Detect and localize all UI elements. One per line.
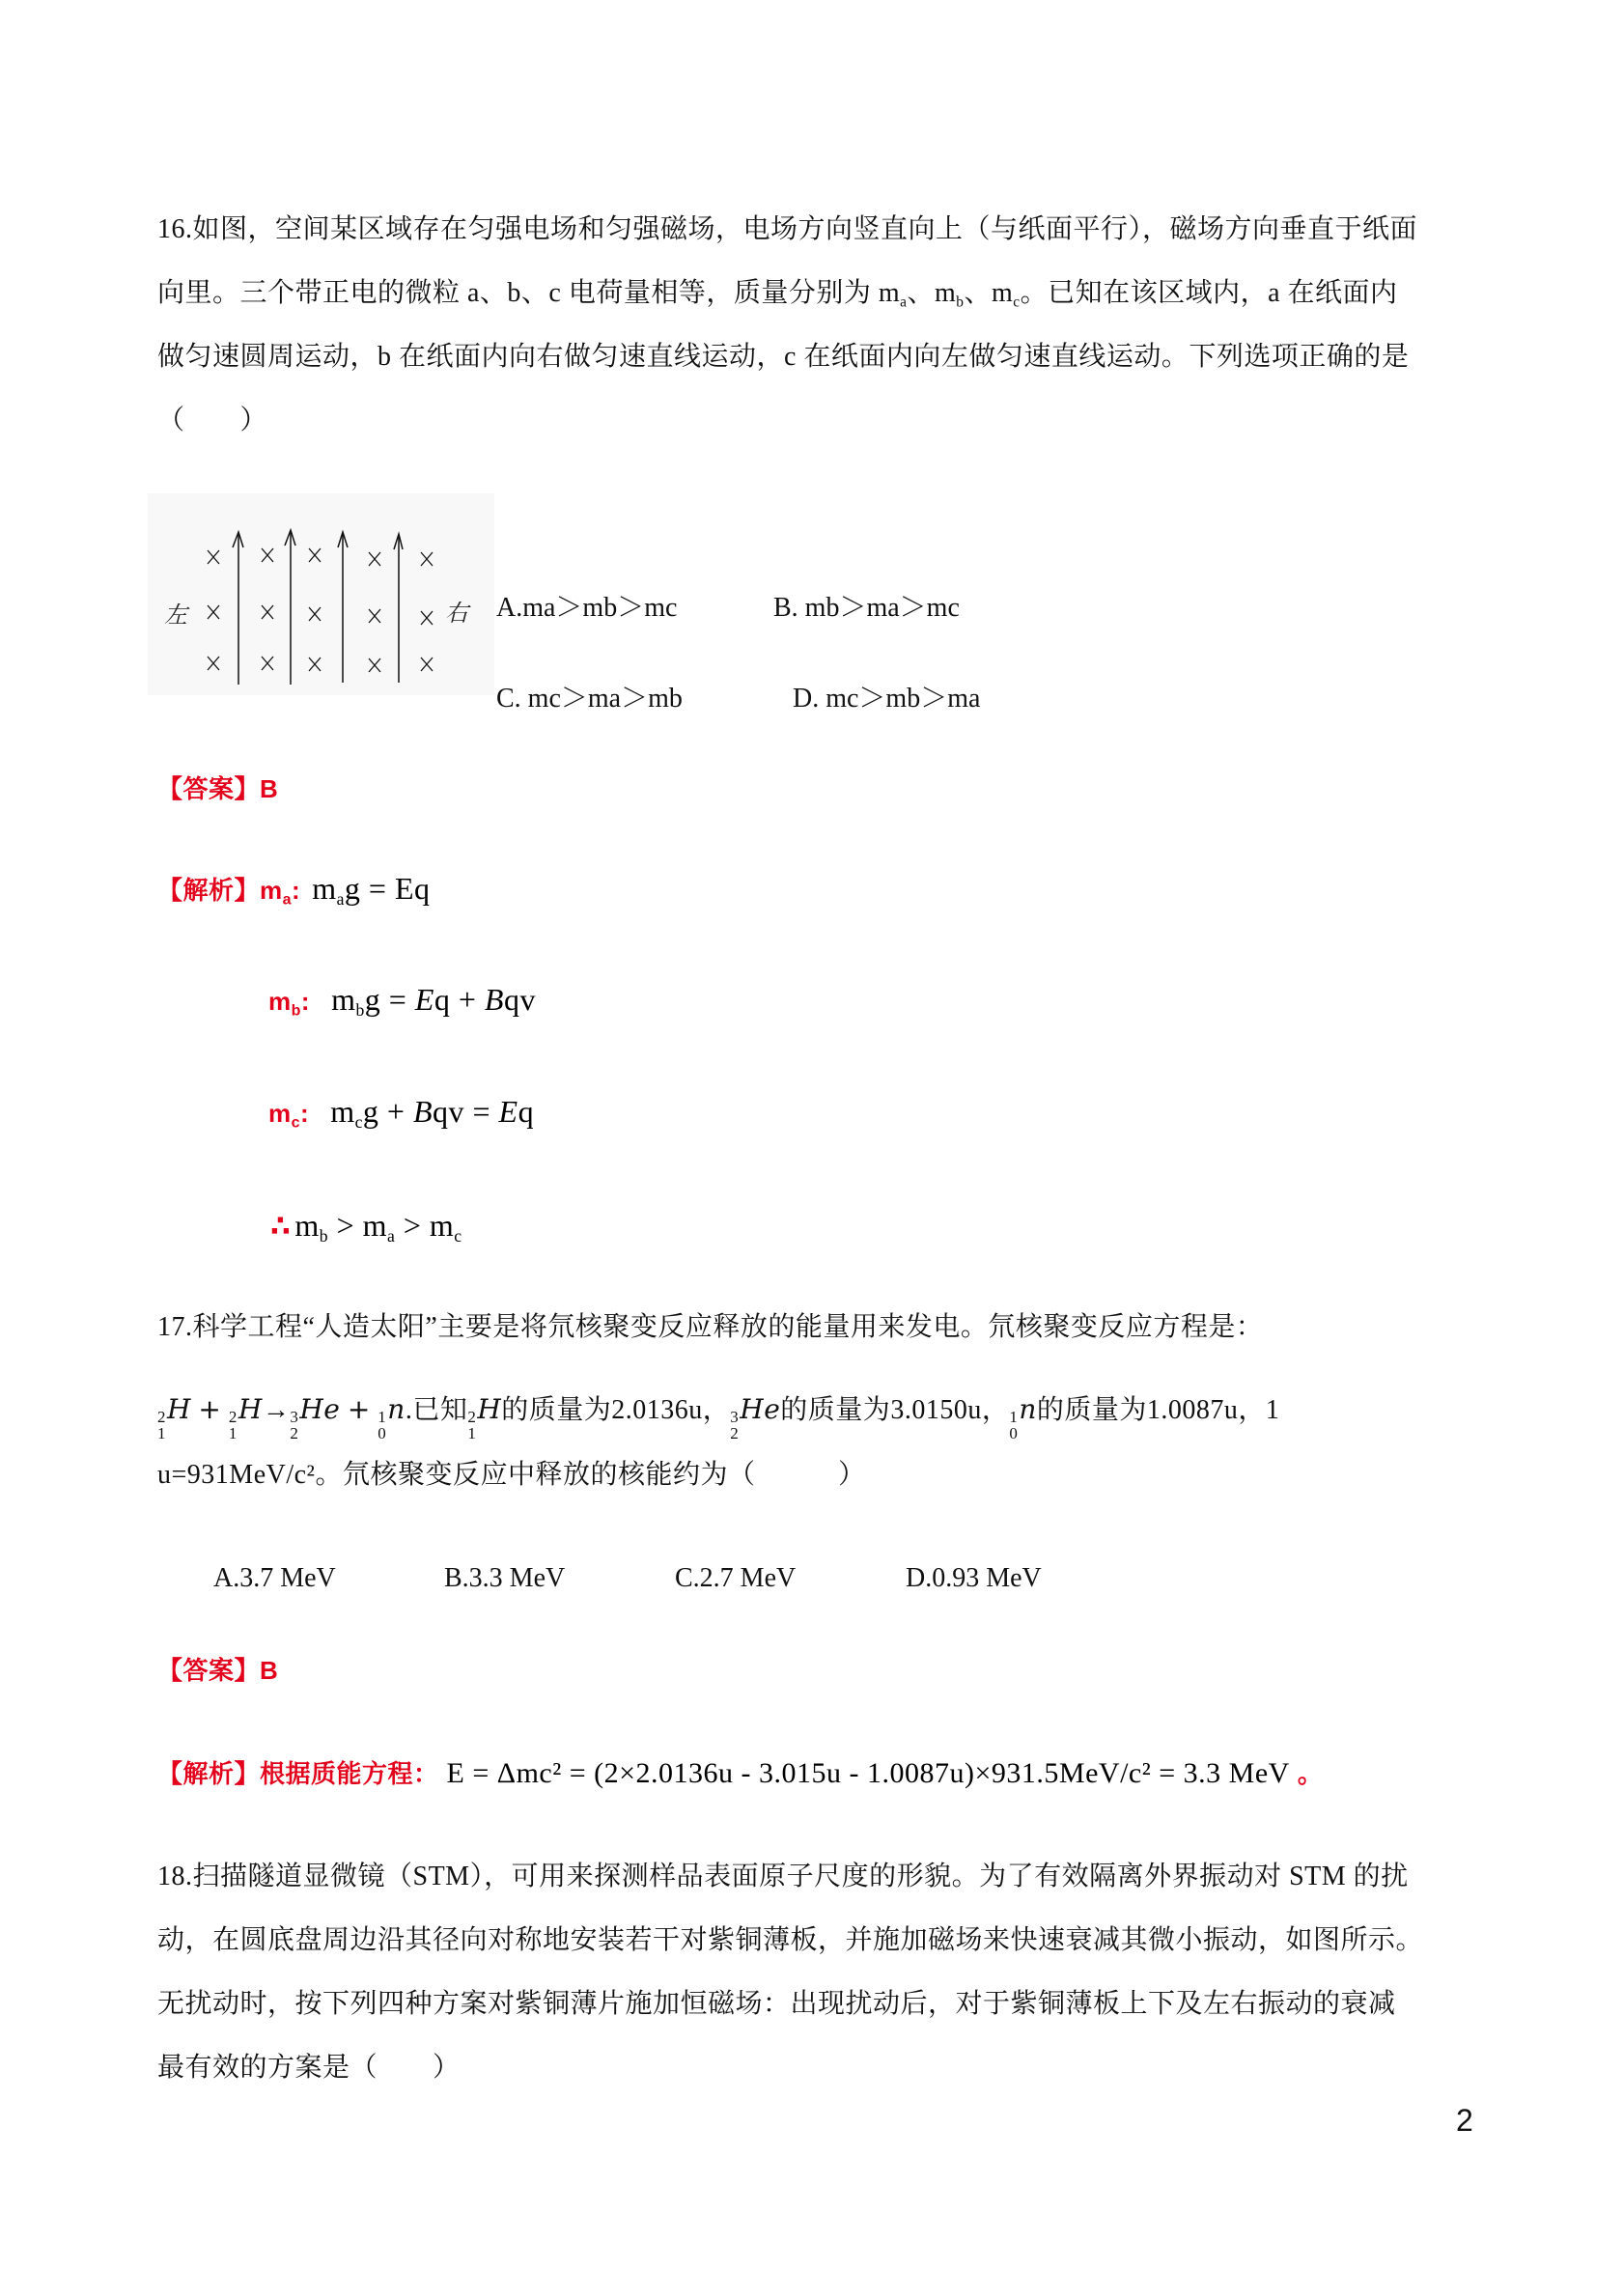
equation-a: $m_ag = Eq$	[312, 871, 431, 910]
arrow-up-icon	[394, 534, 403, 683]
analysis-end: 。	[1297, 1759, 1324, 1788]
figure-label-right: 右	[445, 602, 468, 627]
q17-stem-line-2	[157, 1393, 1279, 1442]
q17-analysis	[157, 1757, 1323, 1791]
analysis-label-sub: a	[282, 891, 293, 909]
mass-helium3: 3.0150u，	[890, 1395, 1010, 1425]
isotope-h2: 2 1 H	[157, 1393, 191, 1442]
q16-stem-line-1: 16.如图，空间某区域存在匀强电场和匀强磁场，电场方向竖直向上（与纸面平行），磁场方向垂直于纸面	[157, 214, 1418, 244]
reaction-arrow-icon: →	[262, 1395, 291, 1425]
q18-stem-line-4: 最有效的方案是（ ）	[157, 2053, 461, 2083]
q17-mass-is-text: 的质量为	[501, 1395, 612, 1425]
q16-option-c[interactable]: C. mc＞ma＞mb	[496, 684, 683, 714]
isotope-n1: 1 0 n	[1009, 1393, 1037, 1442]
q16-analysis-row-c	[268, 1095, 534, 1140]
q18-stem-line-1: 18.扫描隧道显微镜（STM），可用来探测样品表面原子尺度的形貌。为了有效隔离外界振动对 STM 的扰	[157, 1862, 1409, 1891]
q16-answer	[157, 772, 278, 805]
q17-option-c[interactable]: C.2.7 MeV	[675, 1563, 797, 1593]
analysis-label: m	[268, 987, 292, 1016]
q17-mass-is-text: 的质量为	[780, 1395, 891, 1425]
q16-analysis-row-b	[268, 983, 536, 1028]
q16-option-a[interactable]: A.ma＞mb＞mc	[496, 593, 678, 623]
q16-stem-line-2	[157, 277, 1398, 319]
equation-b: $m_bg = Eq$ + Bqv	[331, 982, 536, 1021]
q16-analysis-row-a	[157, 872, 431, 917]
mass-neutron: 1.0087u，1	[1146, 1395, 1280, 1425]
analysis-label: m	[260, 876, 283, 905]
analysis-tag: 【解析】	[157, 1759, 261, 1788]
q17-option-b[interactable]: B.3.3 MeV	[444, 1563, 566, 1593]
q17-known-text: .已知	[405, 1395, 468, 1425]
analysis-label-colon: :	[292, 876, 301, 905]
q16-mass-a-sub: a	[900, 294, 908, 311]
q17-option-d[interactable]: D.0.93 MeV	[906, 1563, 1042, 1593]
arrow-up-icon	[233, 532, 243, 685]
isotope-he3: 3 2 He	[290, 1393, 341, 1442]
answer-tag: 【答案】	[157, 1656, 261, 1685]
equation-c: $m_cg$ + Bqv = Eq	[330, 1094, 535, 1133]
isotope-h2: 2 1 H	[467, 1393, 502, 1442]
q17-stem-line-1: 17.科学工程“人造太阳”主要是将氘核聚变反应释放的能量用来发电。氘核聚变反应方程是：	[157, 1312, 1264, 1342]
figure-label-left: 左	[164, 603, 187, 629]
field-diagram-svg	[148, 493, 494, 695]
isotope-he3: 3 2 He	[730, 1393, 781, 1442]
therefore-icon: ∴	[270, 1211, 292, 1243]
analysis-label-sub: b	[291, 1002, 301, 1020]
mass-energy-formula: E = Δmc² = (2×2.0136u - 3.015u - 1.0087u)×931.5MeV/c² = 3.3 MeV	[446, 1757, 1290, 1789]
answer-tag: 【答案】	[157, 774, 261, 803]
plus-sign: +	[347, 1393, 371, 1425]
q16-line2-sep: 、m	[964, 278, 1014, 308]
plus-sign: +	[198, 1393, 222, 1425]
arrow-up-icon	[285, 530, 295, 685]
analysis-label-colon: :	[300, 1099, 310, 1128]
q17-answer	[157, 1654, 278, 1687]
analysis-label-sub: c	[291, 1114, 301, 1132]
answer-value: B	[260, 1656, 279, 1685]
page-number: 2	[1456, 2103, 1473, 2138]
q16-stem-line-3: 做匀速圆周运动，b 在纸面内向右做匀速直线运动，c 在纸面内向左做匀速直线运动。下列选项正确的是	[157, 342, 1410, 372]
isotope-n1: 1 0 n	[378, 1393, 406, 1442]
q18-stem-line-3: 无扰动时，按下列四种方案对紫铜薄片施加恒磁场：出现扰动后，对于紫铜薄板上下及左右振动的衰减	[157, 1989, 1396, 2019]
q16-line2-text: 。已知在该区域内，a 在纸面内	[1020, 278, 1398, 308]
q17-stem-line-3: u=931MeV/c²。氘核聚变反应中释放的核能约为（ ）	[157, 1460, 866, 1490]
mass-deuterium: 2.0136u，	[611, 1395, 731, 1425]
q16-mass-b-sub: b	[956, 294, 965, 311]
q16-stem-line-4: （ ）	[157, 406, 268, 435]
analysis-tag: 【解析】	[157, 876, 261, 905]
arrow-up-icon	[338, 532, 348, 683]
answer-value: B	[260, 774, 279, 803]
conclusion-inequality: $m_b > m_a > m_c$	[294, 1208, 462, 1246]
q17-mass-is-text: 的质量为	[1036, 1395, 1147, 1425]
q16-option-b[interactable]: B. mb＞ma＞mc	[773, 593, 960, 623]
q16-line2-sep: 、m	[907, 278, 957, 308]
q17-option-a[interactable]: A.3.7 MeV	[213, 1563, 336, 1593]
analysis-lead: 根据质能方程：	[260, 1759, 439, 1788]
q16-option-d[interactable]: D. mc＞mb＞ma	[793, 684, 981, 714]
analysis-label: m	[268, 1099, 292, 1128]
analysis-label-colon: :	[300, 987, 311, 1016]
q16-conclusion	[270, 1209, 462, 1252]
q16-mass-c-sub: c	[1013, 294, 1021, 311]
field-diagram	[148, 493, 494, 695]
q18-stem-line-2: 动，在圆底盘周边沿其径向对称地安装若干对紫铜薄板，并施加磁场来快速衰减其微小振动，如图所示。	[157, 1925, 1424, 1955]
q16-line2-text: 向里。三个带正电的微粒 a、b、c 电荷量相等，质量分别为 m	[157, 278, 901, 308]
isotope-h2: 2 1 H	[228, 1393, 263, 1442]
